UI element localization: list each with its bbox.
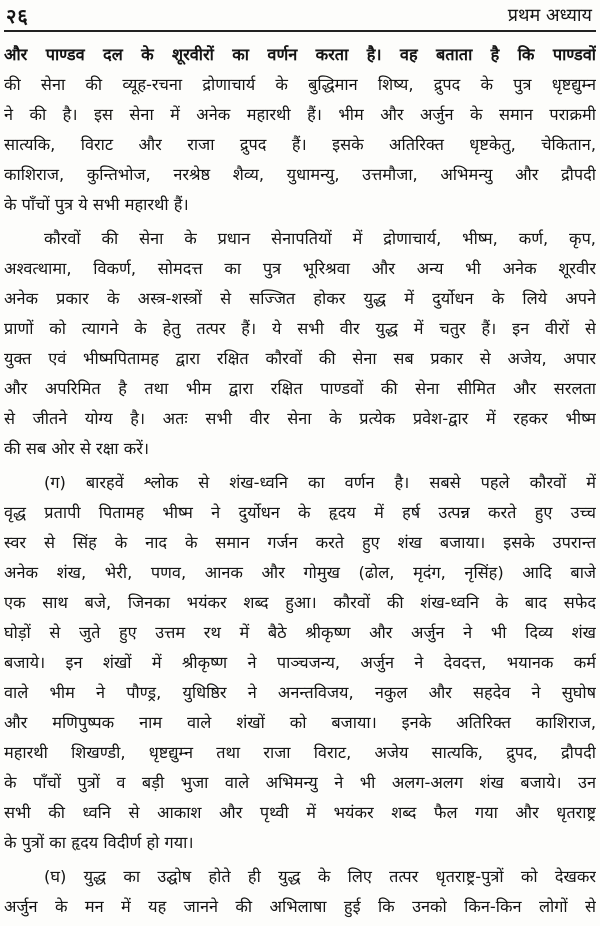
text-line: के पाँचों पुत्र ये सभी महारथी हैं। (4, 195, 189, 214)
chapter-title: प्रथम अध्याय (507, 5, 592, 26)
text-line: (घ) युद्ध का उद्घोष होते ही युद्ध के लिए तत्पर धृतराष्ट्र-पुत्रों को देखकर (44, 867, 596, 886)
text-line: सात्यकि, विराट और राजा द्रुपद हैं। इसके अतिरिक्त धृष्टकेतु, चेकितान, (4, 135, 596, 154)
text-line: अश्वत्थामा, विकर्ण, सोमदत्त का पुत्र भूरिश्रवा और अन्य भी अनेक शूरवीर (4, 259, 596, 278)
page-header (6, 2, 592, 28)
text-line: स्वर से सिंह के नाद के समान गर्जन करते हुए शंख बजाया। इसके उपरान्त (4, 533, 596, 552)
text-line: की सेना की व्यूह-रचना द्रोणाचार्य के बुद्धिमान शिष्य, द्रुपद के पुत्र धृष्टद्युम्न (4, 75, 596, 94)
text-line: अर्जुन के मन में यह जानने की अभिलाषा हुई कि उनको किन-किन लोगों से (4, 897, 596, 916)
text-line: सभी की ध्वनि से आकाश और पृथ्वी में भयंकर शब्द फैल गया और धृतराष्ट्र (4, 803, 596, 822)
text-line: वाले भीम ने पौण्ड्र, युधिष्ठिर ने अनन्तविजय, नकुल और सहदेव ने सुघोष (4, 683, 596, 702)
text-line: एक साथ बजे, जिनका भयंकर शब्द हुआ। कौरवों की शंख-ध्वनि के बाद सफेद (4, 593, 596, 612)
text-line: और पाण्डव दल के शूरवीरों का वर्णन करता है। वह बताता है कि पाण्डवों (4, 45, 596, 64)
header-rule (4, 30, 596, 32)
text-line: घोड़ों से जुते हुए उत्तम रथ में बैठे श्रीकृष्ण और अर्जुन ने भी दिव्य शंख (4, 623, 596, 642)
text-line: के पुत्रों का हृदय विदीर्ण हो गया। (4, 833, 194, 852)
text-line: कौरवों की सेना के प्रधान सेनापतियों में द्रोणाचार्य, भीष्म, कर्ण, कृप, (44, 229, 596, 248)
text-line: ने की है। इस सेना में अनेक महारथी हैं। भीम और अर्जुन के समान पराक्रमी (4, 105, 596, 124)
page-number: २६ (6, 3, 29, 28)
text-line: (ग) बारहवें श्लोक से शंख-ध्वनि का वर्णन है। सबसे पहले कौरवों में (44, 473, 596, 492)
text-line: महारथी शिखण्डी, धृष्टद्युम्न तथा राजा विराट, अजेय सात्यकि, द्रुपद, द्रौपदी (4, 743, 596, 762)
text-line: प्राणों को त्यागने के हेतु तत्पर हैं। ये सभी वीर युद्ध में चतुर हैं। इन वीरों से (4, 319, 596, 338)
text-line: और मणिपुष्पक नाम वाले शंखों को बजाया। इनके अतिरिक्त काशिराज, (4, 713, 596, 732)
text-line: के पाँचों पुत्रों व बड़ी भुजा वाले अभिमन्यु ने भी अलग-अलग शंख बजाये। उन (4, 773, 596, 792)
text-line: अनेक प्रकार के अस्त्र-शस्त्रों से सज्जित होकर युद्ध में दुर्योधन के लिये अपने (4, 289, 596, 308)
text-line: अनेक शंख, भेरी, पणव, आनक और गोमुख (ढोल, मृदंग, नृसिंह) आदि बाजे (4, 563, 596, 582)
text-line: वृद्ध प्रतापी पितामह भीष्म ने दुर्योधन के हृदय में हर्ष उत्पन्न करते हुए उच्च (4, 503, 596, 522)
text-line: और अपरिमित है तथा भीम द्वारा रक्षित पाण्डवों की सेना सीमित और सरलता (4, 379, 596, 398)
text-line: युक्त एवं भीष्मपितामह द्वारा रक्षित कौरवों की सेना सब प्रकार से अजेय, अपार (4, 349, 596, 368)
text-line: काशिराज, कुन्तिभोज, नरश्रेष्ठ शैव्य, युधामन्यु, उत्तमौजा, अभिमन्यु और द्रौपदी (4, 165, 596, 184)
text-line: बजाये। इन शंखों में श्रीकृष्ण ने पाञ्चजन्य, अर्जुन ने देवदत्त, भयानक कर्म (4, 653, 596, 672)
page-body (4, 40, 596, 926)
text-line: से जीतने योग्य है। अतः सभी वीर सेना के प्रत्येक प्रवेश-द्वार में रहकर भीष्म (4, 409, 596, 428)
text-line: की सब ओर से रक्षा करें। (4, 439, 150, 458)
